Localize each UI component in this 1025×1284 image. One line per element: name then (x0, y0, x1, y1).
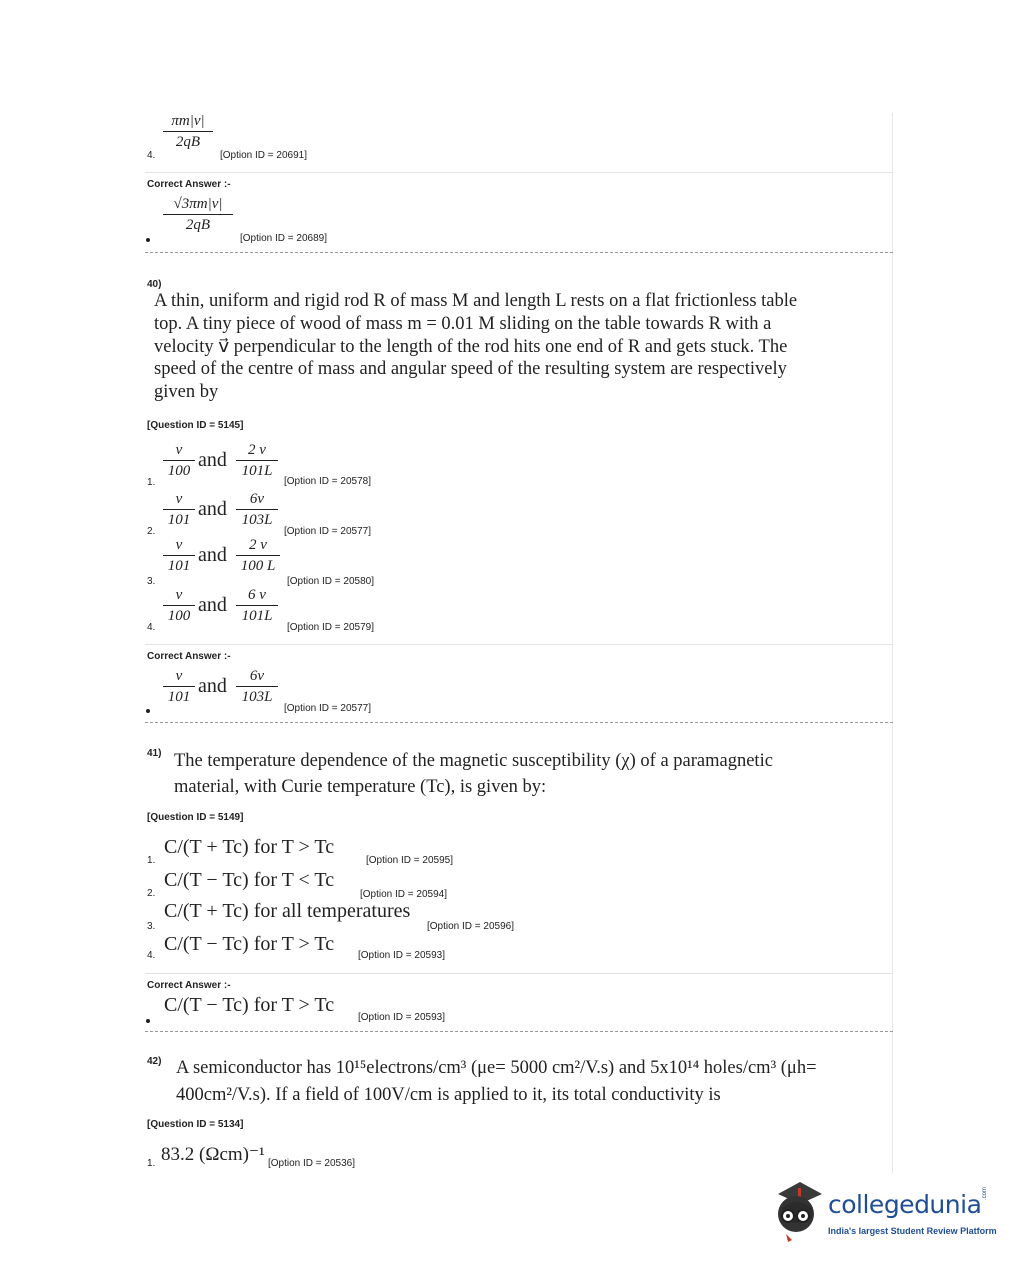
denominator: 101L (241, 463, 273, 479)
numerator: v (163, 587, 195, 606)
denominator: 101 (167, 512, 191, 528)
q40-correct-answer-label: Correct Answer :- (147, 651, 231, 662)
q40-option4-frac2 (236, 587, 278, 625)
q39-correct-fraction (163, 196, 233, 234)
bullet (146, 709, 150, 713)
q40-correct-frac2 (236, 668, 278, 706)
q41-correct-expr: C/(T − Tc) for T > Tc (164, 994, 335, 1016)
denominator: 101 (167, 558, 191, 574)
q42-number: 42) (147, 1056, 162, 1067)
q40-option1-number: 1. (147, 477, 156, 488)
collegedunia-logo[interactable] (766, 1178, 996, 1248)
q40-correct-frac1 (163, 668, 195, 706)
denominator: 2qB (175, 134, 201, 150)
q41-option4-id: [Option ID = 20593] (358, 950, 446, 961)
denominator: 101 (167, 689, 191, 705)
denominator: 100 L (240, 558, 276, 574)
q40-option3-id: [Option ID = 20580] (287, 576, 375, 587)
q42-option1-number: 1. (147, 1158, 156, 1169)
and-word: and (198, 544, 227, 566)
q41-option1-expr: C/(T + Tc) for T > Tc (164, 836, 335, 858)
mascot-icon (766, 1178, 826, 1244)
q40-option2-frac1 (163, 491, 195, 529)
q40-line: top. A tiny piece of wood of mass m = 0.01 M sliding on the table towards R with a (154, 313, 772, 334)
and-word: and (198, 449, 227, 471)
q39-option4-fraction (163, 113, 213, 151)
q41-text (174, 748, 870, 800)
q39-option4-id: [Option ID = 20691] (220, 150, 308, 161)
numerator: 6 v (236, 587, 278, 606)
q40-number: 40) (147, 279, 162, 290)
q40-option3-frac1 (163, 537, 195, 575)
q41-option3-number: 3. (147, 921, 156, 932)
q40-line: speed of the centre of mass and angular speed of the resulting system are respectively (154, 359, 787, 380)
q41-option2-id: [Option ID = 20594] (360, 889, 448, 900)
logo-suffix: .com (982, 1186, 988, 1200)
q41-option1-number: 1. (147, 855, 156, 866)
q41-question-id: [Question ID = 5149] (147, 812, 244, 823)
q40-option4-frac1 (163, 587, 195, 625)
q41-correct-answer-label: Correct Answer :- (147, 980, 231, 991)
numerator: v (163, 537, 195, 556)
q40-option2-number: 2. (147, 526, 156, 537)
q40-option4-number: 4. (147, 622, 156, 633)
divider (145, 644, 893, 645)
q40-option2-id: [Option ID = 20577] (284, 526, 372, 537)
denominator: 2qB (185, 217, 211, 233)
and-word: and (198, 594, 227, 616)
numerator: 2 v (236, 442, 278, 461)
numerator: 6v (236, 668, 278, 687)
q39-option4-number: 4. (147, 150, 156, 161)
numerator: √3πm|v| (163, 196, 233, 215)
q41-option1-id: [Option ID = 20595] (366, 855, 454, 866)
numerator: v (163, 442, 195, 461)
q41-option3-expr: C/(T + Tc) for all temperatures (164, 900, 411, 922)
q40-option3-number: 3. (147, 576, 156, 587)
q40-option1-id: [Option ID = 20578] (284, 476, 372, 487)
and-word: and (198, 498, 227, 520)
q42-text (176, 1055, 876, 1109)
numerator: v (163, 491, 195, 510)
q41-line: material, with Curie temperature (Tc), is given by: (174, 777, 547, 797)
numerator: πm|v| (163, 113, 213, 132)
q39-correct-answer-label: Correct Answer :- (147, 179, 231, 190)
q42-option1-id: [Option ID = 20536] (268, 1158, 356, 1169)
bullet (146, 1019, 150, 1023)
q41-number: 41) (147, 748, 162, 759)
numerator: v (163, 668, 195, 687)
divider (145, 172, 893, 173)
q41-option2-number: 2. (147, 888, 156, 899)
q40-option2-frac2 (236, 491, 278, 529)
q41-option4-expr: C/(T − Tc) for T > Tc (164, 933, 335, 955)
bullet (146, 238, 150, 242)
q42-question-id: [Question ID = 5134] (147, 1119, 244, 1130)
denominator: 101L (241, 608, 273, 624)
question-separator (145, 722, 893, 723)
q42-line: 400cm²/V.s). If a field of 100V/cm is applied to it, its total conductivity is (176, 1085, 721, 1105)
q40-line: velocity v⃗ perpendicular to the length of the rod hits one end of R and gets stuck. The (154, 336, 788, 357)
page-right-border (892, 113, 893, 1173)
q40-correct-id: [Option ID = 20577] (284, 703, 372, 714)
q42-option1-expr: 83.2 (Ωcm)⁻¹ (161, 1144, 265, 1165)
numerator: 2 v (236, 537, 280, 556)
denominator: 100 (167, 463, 191, 479)
q39-correct-id: [Option ID = 20689] (240, 233, 328, 244)
q40-option4-id: [Option ID = 20579] (287, 622, 375, 633)
q40-line: given by (154, 382, 219, 403)
and-word: and (198, 675, 227, 697)
question-separator (145, 252, 893, 253)
q41-option2-expr: C/(T − Tc) for T < Tc (164, 869, 335, 891)
q40-question-id: [Question ID = 5145] (147, 420, 244, 431)
q40-line: A thin, uniform and rigid rod R of mass M and length L rests on a flat frictionless table (154, 291, 798, 311)
numerator: 6v (236, 491, 278, 510)
divider (145, 973, 893, 974)
q40-option3-frac2 (236, 537, 280, 575)
q42-line: A semiconductor has 10¹⁵electrons/cm³ (μe= 5000 cm²/V.s) and 5x10¹⁴ holes/cm³ (μh= (176, 1058, 817, 1078)
q41-line: The temperature dependence of the magnetic susceptibility (χ) of a paramagnetic (174, 751, 773, 771)
question-separator (145, 1031, 893, 1032)
logo-name: collegedunia (828, 1190, 982, 1219)
q41-correct-id: [Option ID = 20593] (358, 1012, 446, 1023)
q41-option3-id: [Option ID = 20596] (427, 921, 515, 932)
denominator: 100 (167, 608, 191, 624)
q40-option1-frac2 (236, 442, 278, 480)
q41-option4-number: 4. (147, 950, 156, 961)
q40-text (154, 290, 850, 404)
denominator: 103L (241, 689, 273, 705)
q40-option1-frac1 (163, 442, 195, 480)
logo-tagline: India's largest Student Review Platform (828, 1226, 997, 1236)
denominator: 103L (241, 512, 273, 528)
